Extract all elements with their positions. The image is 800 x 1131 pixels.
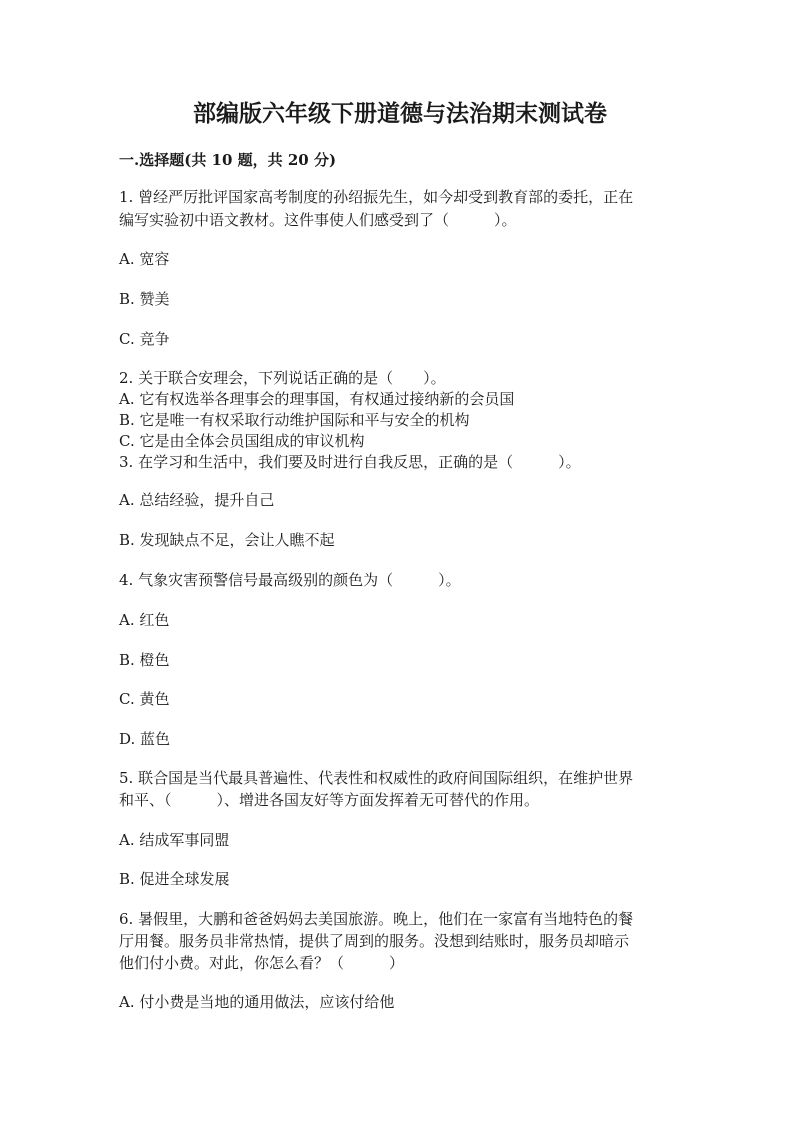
question-5-option-b: B. 促进全球发展 — [119, 870, 230, 888]
question-4-option-d: D. 蓝色 — [119, 730, 171, 748]
page-title: 部编版六年级下册道德与法治期末测试卷 — [193, 100, 607, 127]
question-3-option-b: B. 发现缺点不足，会让人瞧不起 — [119, 531, 335, 549]
section-heading: 一.选择题(共 10 题，共 20 分) — [119, 151, 337, 169]
question-6-line-2: 厅用餐。服务员非常热情，提供了周到的服务。没想到结账时，服务员却暗示 — [119, 932, 630, 950]
question-1-line-1: 1. 曾经严厉批评国家高考制度的孙绍振先生，如今却受到教育部的委托，正在 — [119, 188, 634, 206]
question-3-line-1: 3. 在学习和生活中，我们要及时进行自我反思，正确的是（ ）。 — [119, 453, 581, 471]
question-3-option-a: A. 总结经验，提升自己 — [119, 491, 275, 509]
question-6-line-1: 6. 暑假里，大鹏和爸爸妈妈去美国旅游。晚上，他们在一家富有当地特色的餐 — [119, 910, 634, 928]
question-5-line-2: 和平、（ ）、增进各国友好等方面发挥着无可替代的作用。 — [119, 791, 540, 809]
question-4-option-c: C. 黄色 — [119, 690, 170, 708]
question-4-option-a: A. 红色 — [119, 611, 170, 629]
question-5-option-a: A. 结成军事同盟 — [119, 831, 230, 849]
question-1-option-c: C. 竞争 — [119, 330, 170, 348]
question-1-option-a: A. 宽容 — [119, 250, 170, 268]
question-4-option-b: B. 橙色 — [119, 651, 170, 669]
question-2-option-a: A. 它有权选举各理事会的理事国，有权通过接纳新的会员国 — [119, 390, 515, 408]
question-4-line-1: 4. 气象灾害预警信号最高级别的颜色为（ ）。 — [119, 571, 461, 589]
question-2-option-b: B. 它是唯一有权采取行动维护国际和平与安全的机构 — [119, 411, 470, 429]
question-2-line-1: 2. 关于联合安理会，下列说话正确的是（ ）。 — [119, 369, 446, 387]
question-6-line-3: 他们付小费。对此，你怎么看？（ ） — [119, 954, 405, 972]
question-2-option-c: C. 它是由全体会员国组成的审议机构 — [119, 432, 365, 450]
question-1-option-b: B. 赞美 — [119, 290, 170, 308]
question-6-option-a: A. 付小费是当地的通用做法，应该付给他 — [119, 993, 395, 1011]
question-5-line-1: 5. 联合国是当代最具普遍性、代表性和权威性的政府间国际组织，在维护世界 — [119, 769, 634, 787]
question-1-line-2: 编写实验初中语文教材。这件事使人们感受到了（ ）。 — [119, 211, 517, 229]
